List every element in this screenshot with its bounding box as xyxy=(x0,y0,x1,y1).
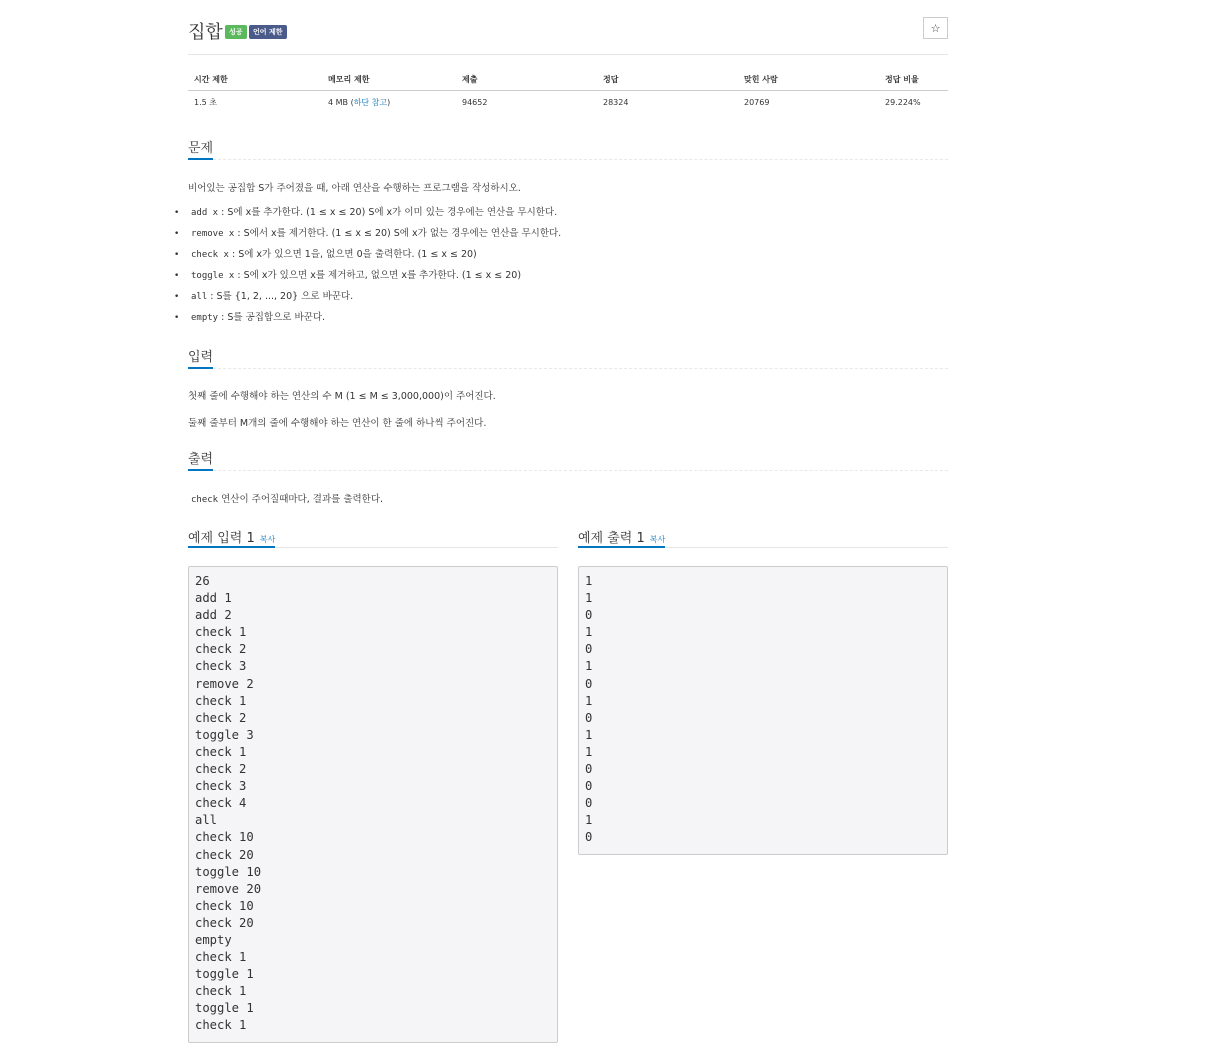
op-code: add x xyxy=(191,208,219,218)
submissions-value: 94652 xyxy=(462,97,488,107)
op-code: remove x xyxy=(191,229,235,239)
problem-section-header xyxy=(188,137,948,160)
problem-title: 집합 xyxy=(188,22,223,43)
ratio-value: 29.224% xyxy=(885,97,921,107)
header-accepted: 정답 xyxy=(597,68,738,91)
list-item xyxy=(191,227,561,248)
memory-suffix: ) xyxy=(387,97,391,107)
output-section-header xyxy=(188,448,948,471)
op-text: : S를 공집합으로 바꾼다. xyxy=(221,312,326,323)
language-limit-badge[interactable]: 언어 제한 xyxy=(249,25,287,39)
output-text: 연산이 주어질때마다, 결과를 출력한다. xyxy=(221,494,384,505)
header-memory-limit: 메모리 제한 xyxy=(322,68,456,91)
sample-input-title: 예제 입력 1 xyxy=(188,531,255,546)
input-heading: 입력 xyxy=(188,346,213,369)
op-text: : S에서 x를 제거한다. (1 ≤ x ≤ 20) S에 x가 없는 경우에는 연산을 무시한다. xyxy=(237,228,562,239)
solvers-value: 20769 xyxy=(744,97,770,107)
problem-heading: 문제 xyxy=(188,137,213,160)
op-code: toggle x xyxy=(191,271,235,281)
output-desc xyxy=(191,491,383,505)
op-code: check x xyxy=(191,250,229,260)
operations-list xyxy=(188,206,561,332)
time-limit-value: 1.5 초 xyxy=(194,97,217,107)
output-heading: 출력 xyxy=(188,448,213,471)
input-line-2: 둘째 줄부터 M개의 줄에 수행해야 하는 연산이 한 줄에 하나씩 주어진다. xyxy=(188,418,487,429)
sample-output-title: 예제 출력 1 xyxy=(578,531,645,546)
output-code: check xyxy=(191,495,219,505)
copy-input-button[interactable]: 복사 xyxy=(259,535,276,544)
sample-output-heading xyxy=(578,527,665,548)
info-header-row xyxy=(188,68,948,91)
star-icon[interactable]: ☆ xyxy=(923,17,948,39)
memory-prefix: 4 MB ( xyxy=(328,97,354,107)
op-code: empty xyxy=(191,313,219,323)
memory-note-link[interactable]: 하단 참고 xyxy=(353,97,388,107)
op-code: all xyxy=(191,292,208,302)
copy-output-button[interactable]: 복사 xyxy=(649,535,666,544)
header-ratio: 정답 비율 xyxy=(879,68,948,91)
header-solvers: 맞힌 사람 xyxy=(738,68,879,91)
op-text: : S에 x를 추가한다. (1 ≤ x ≤ 20) S에 x가 이미 있는 경우에는 연산을 무시한다. xyxy=(221,207,558,218)
problem-info-table xyxy=(188,68,948,113)
problem-header xyxy=(188,16,948,55)
sample-input-box[interactable]: 26 add 1 add 2 check 1 check 2 check 3 remove 2 check 1 check 2 toggle 3 check 1 check 2 check 3 check 4 all check 10 check 20 toggle 10 remove 20 check 10 check 20 empty check 1 toggle 1 check 1 toggle 1 check 1 xyxy=(188,566,558,1043)
input-line-1: 첫째 줄에 수행해야 하는 연산의 수 M (1 ≤ M ≤ 3,000,000)이 주어진다. xyxy=(188,391,496,402)
accepted-value: 28324 xyxy=(603,97,629,107)
header-time-limit: 시간 제한 xyxy=(188,68,322,91)
op-text: : S에 x가 있으면 x를 제거하고, 없으면 x를 추가한다. (1 ≤ x ≤ 20) xyxy=(237,270,522,281)
list-item xyxy=(191,311,561,332)
op-text: : S에 x가 있으면 1을, 없으면 0을 출력한다. (1 ≤ x ≤ 20) xyxy=(231,249,477,260)
sample-output-header xyxy=(578,527,948,548)
sample-output-box[interactable]: 1 1 0 1 0 1 0 1 0 1 1 0 0 0 1 0 xyxy=(578,566,948,855)
memory-limit-value xyxy=(322,91,456,114)
input-section-header xyxy=(188,346,948,369)
solved-badge: 성공 xyxy=(225,25,247,39)
problem-intro: 비어있는 공집합 S가 주어졌을 때, 아래 연산을 수행하는 프로그램을 작성하시오. xyxy=(188,183,521,194)
info-value-row xyxy=(188,91,948,114)
list-item xyxy=(191,248,561,269)
list-item xyxy=(191,290,561,311)
header-submissions: 제출 xyxy=(456,68,597,91)
list-item xyxy=(191,206,561,227)
sample-input-heading xyxy=(188,527,275,548)
sample-input-header xyxy=(188,527,558,548)
op-text: : S를 {1, 2, ..., 20} 으로 바꾼다. xyxy=(210,291,354,302)
list-item xyxy=(191,269,561,290)
